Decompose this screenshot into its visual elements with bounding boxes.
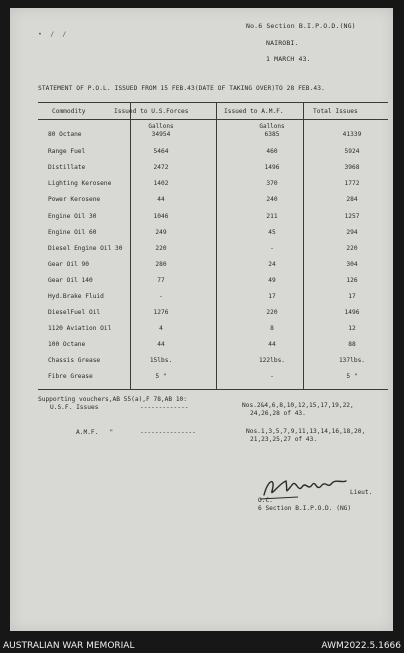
table-row — [38, 293, 388, 308]
table-row — [38, 341, 388, 356]
cell-commodity: Hyd.Brake Fluid — [48, 293, 104, 300]
statement-title: STATEMENT OF P.O.L. ISSUED FROM 15 FEB.43(DATE OF TAKING OVER)TO 28 FEB.43. — [38, 85, 325, 92]
cell-amf: 6385 — [264, 131, 280, 138]
cell-amf: - — [270, 373, 274, 380]
cell-total: 88 — [348, 341, 356, 348]
cell-commodity: Gear Oil 140 — [48, 277, 93, 284]
cell-amf: 240 — [266, 196, 278, 203]
cell-amf: 49 — [268, 277, 276, 284]
cell-commodity: Chassis Grease — [48, 357, 101, 364]
cell-us-forces: 1046 — [153, 213, 169, 220]
cell-commodity: Power Kerosene — [48, 196, 101, 203]
usf-issues-label: U.S.F. Issues — [50, 404, 99, 411]
cell-total: 1257 — [344, 213, 360, 220]
column-header-us-forces: Issued to U.S.Forces — [114, 108, 189, 115]
cell-commodity: 80 Octane — [48, 131, 82, 138]
usf-voucher-numbers: Nos.2&4,6,8,10,12,15,17,19,22, — [242, 402, 354, 409]
table-top-rule — [38, 102, 388, 103]
cell-us-forces: 77 — [157, 277, 165, 284]
cell-total: 220 — [346, 245, 358, 252]
caption-institution: AUSTRALIAN WAR MEMORIAL — [3, 641, 135, 651]
cell-total: 12 — [348, 325, 356, 332]
cell-total: 137lbs. — [338, 357, 366, 364]
cell-total: 17 — [348, 293, 356, 300]
table-row — [38, 373, 388, 388]
cell-amf: 44 — [268, 341, 276, 348]
cell-total: 284 — [346, 196, 358, 203]
amf-voucher-numbers: Nos.1,3,5,7,9,11,13,14,16,18,20, — [246, 428, 366, 435]
column-header-commodity: Commodity — [52, 108, 86, 115]
cell-amf: 8 — [270, 325, 274, 332]
cell-us-forces: 4 — [159, 325, 163, 332]
cell-total: 3968 — [344, 164, 360, 171]
cell-us-forces: - — [159, 293, 163, 300]
cell-amf: 45 — [268, 229, 276, 236]
units-amf: Gallons — [259, 123, 285, 130]
cell-us-forces: 44 — [157, 196, 165, 203]
cell-commodity: Engine Oil 60 — [48, 229, 97, 236]
table-row — [38, 148, 388, 163]
cell-total: 1496 — [344, 309, 360, 316]
cell-amf: 370 — [266, 180, 278, 187]
cell-amf: 460 — [266, 148, 278, 155]
cell-amf: 211 — [266, 213, 278, 220]
table-row — [38, 245, 388, 260]
amf-issues-label: A.M.F. " — [76, 429, 114, 436]
cell-total: 294 — [346, 229, 358, 236]
cell-amf: - — [270, 245, 274, 252]
place-heading: NAIROBI. — [266, 39, 299, 47]
cell-commodity: Fibre Grease — [48, 373, 93, 380]
table-row — [38, 357, 388, 372]
cell-us-forces: 1276 — [153, 309, 169, 316]
cell-commodity: 100 Octane — [48, 341, 86, 348]
cell-total: 1772 — [344, 180, 360, 187]
cell-commodity: DieselFuel Oil — [48, 309, 101, 316]
date-heading: 1 MARCH 43. — [266, 55, 311, 63]
table-row — [38, 261, 388, 276]
cell-amf: 17 — [268, 293, 276, 300]
cell-amf: 220 — [266, 309, 278, 316]
cell-total: 126 — [346, 277, 358, 284]
cell-commodity: Range Fuel — [48, 148, 86, 155]
table-row — [38, 229, 388, 244]
amf-dash-leader: --------------- — [140, 429, 196, 436]
archive-caption — [0, 640, 404, 653]
cell-amf: 24 — [268, 261, 276, 268]
table-row — [38, 213, 388, 228]
column-header-amf: Issued to A.M.F. — [224, 108, 284, 115]
cell-commodity: Gear Oil 90 — [48, 261, 89, 268]
cell-us-forces: 15lbs. — [149, 357, 173, 364]
table-row — [38, 309, 388, 324]
cell-amf: 1496 — [264, 164, 280, 171]
table-row — [38, 277, 388, 292]
cell-us-forces: 249 — [155, 229, 167, 236]
cell-us-forces: 2472 — [153, 164, 169, 171]
amf-voucher-numbers-cont: 21,23,25,27 of 43. — [250, 436, 318, 443]
usf-dash-leader: ------------- — [140, 404, 189, 411]
table-row — [38, 325, 388, 340]
cell-total: 5 " — [346, 373, 358, 380]
cell-total: 304 — [346, 261, 358, 268]
cell-us-forces: 5464 — [153, 148, 169, 155]
document-sheet — [10, 8, 393, 631]
cell-us-forces: 34954 — [151, 131, 171, 138]
cell-commodity: Diesel Engine Oil 30 — [48, 245, 123, 252]
signatory-oc: O.C. — [258, 497, 273, 504]
cell-us-forces: 5 " — [155, 373, 167, 380]
cell-us-forces: 1402 — [153, 180, 169, 187]
column-header-total: Total Issues — [313, 108, 358, 115]
table-row — [38, 131, 388, 146]
cell-total: 5924 — [344, 148, 360, 155]
signatory-rank: Lieut. — [350, 489, 373, 496]
table-row — [38, 164, 388, 179]
header-bottom-rule — [38, 119, 388, 120]
usf-voucher-numbers-cont: 24,26,28 of 43. — [250, 410, 306, 417]
cell-commodity: Distillate — [48, 164, 86, 171]
supporting-vouchers: Supporting vouchers,AB 55(a),F 78,AB 10: — [38, 396, 188, 403]
marginal-marks: • / / — [38, 30, 67, 38]
cell-us-forces: 44 — [157, 341, 165, 348]
cell-commodity: 1120 Aviation Oil — [48, 325, 112, 332]
units-us-forces: Gallons — [148, 123, 174, 130]
cell-commodity: Engine Oil 30 — [48, 213, 97, 220]
cell-us-forces: 220 — [155, 245, 167, 252]
cell-commodity: Lighting Kerosene — [48, 180, 112, 187]
table-bottom-rule — [38, 389, 388, 390]
table-row — [38, 196, 388, 211]
section-heading: No.6 Section B.I.P.O.D.(NG) — [246, 22, 356, 30]
table-row — [38, 180, 388, 195]
caption-accession-number: AWM2022.5.1666 — [321, 641, 401, 651]
signatory-unit: 6 Section B.I.P.O.D. (NG) — [258, 505, 352, 512]
cell-total: 41339 — [342, 131, 362, 138]
cell-us-forces: 280 — [155, 261, 167, 268]
cell-amf: 122lbs. — [258, 357, 286, 364]
